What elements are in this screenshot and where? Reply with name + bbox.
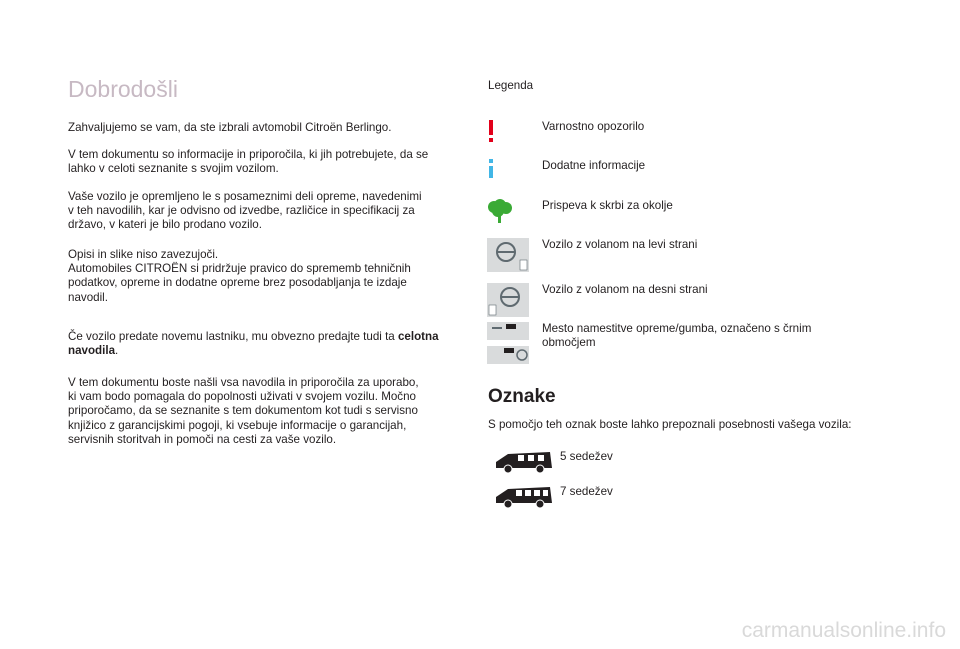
page-title: Dobrodošli <box>68 76 178 102</box>
control-location-icon <box>486 322 534 366</box>
legend-item-lhd: Vozilo z volanom na levi strani <box>486 238 886 278</box>
closing-paragraph: V tem dokumentu boste našli vsa navodila in priporočila za uporabo, ki vam bodo pomagala do popolnosti uživati v svojem vozilu. Močno priporočamo, da se seznanite s tem dokumentom kot tudi s servisno knjižico z garancijskimi pogoji, ki vsebuje informacije o garancijah, servisnih storitvah in pomoči na cesti za vaše vozilo. <box>68 376 419 446</box>
marks-intro: S pomočjo teh oznak boste lahko prepoznali posebnosti vašega vozila: <box>488 418 852 431</box>
legend-item-info: Dodatne informacije <box>486 159 886 199</box>
handover-bold: celotna navodila <box>68 330 439 358</box>
legend-item-environment: Prispeva k skrbi za okolje <box>486 199 886 239</box>
legend-item-control-location: Mesto namestitve opreme/gumba, označeno s črnim območjem <box>486 322 886 366</box>
mark-item-7-seats: 7 sedežev <box>494 481 694 511</box>
seven-seat-van-icon <box>494 481 554 511</box>
five-seat-van-icon <box>494 446 554 476</box>
watermark: carmanualsonline.info <box>741 619 946 642</box>
mark-item-5-seats: 5 sedežev <box>494 446 694 476</box>
right-hand-drive-icon <box>486 283 534 323</box>
warning-icon <box>486 120 534 160</box>
left-hand-drive-icon <box>486 238 534 278</box>
intro-paragraph: Zahvaljujemo se vam, da ste izbrali avtomobil Citroën Berlingo. <box>68 121 392 134</box>
intro-paragraph: V tem dokumentu so informacije in priporočila, ki jih potrebujete, da se lahko v celoti seznanite s svojim vozilom. <box>68 148 429 176</box>
environment-icon <box>486 199 534 239</box>
marks-title: Oznake <box>488 386 556 407</box>
intro-paragraph: Opisi in slike niso zavezujoči. Automobiles CITROËN si pridržuje pravico do sprememb tehničnih podatkov, opreme in dodatne opreme brez posodabljanja te izdaje navodil. <box>68 248 411 304</box>
legend-title: Legenda <box>488 79 534 92</box>
legend-item-rhd: Vozilo z volanom na desni strani <box>486 283 886 323</box>
intro-paragraph: Vaše vozilo je opremljeno le s posameznimi deli opreme, navedenimi v teh navodilih, kar je odvisno od izvedbe, različice in specifikacij za državo, v kateri je bilo prodano vozilo. <box>68 190 422 232</box>
info-icon <box>486 159 534 199</box>
handover-paragraph: Če vozilo predate novemu lastniku, mu obvezno predajte tudi ta celotna navodila. <box>68 330 439 358</box>
legend-item-warning: Varnostno opozorilo <box>486 120 886 160</box>
